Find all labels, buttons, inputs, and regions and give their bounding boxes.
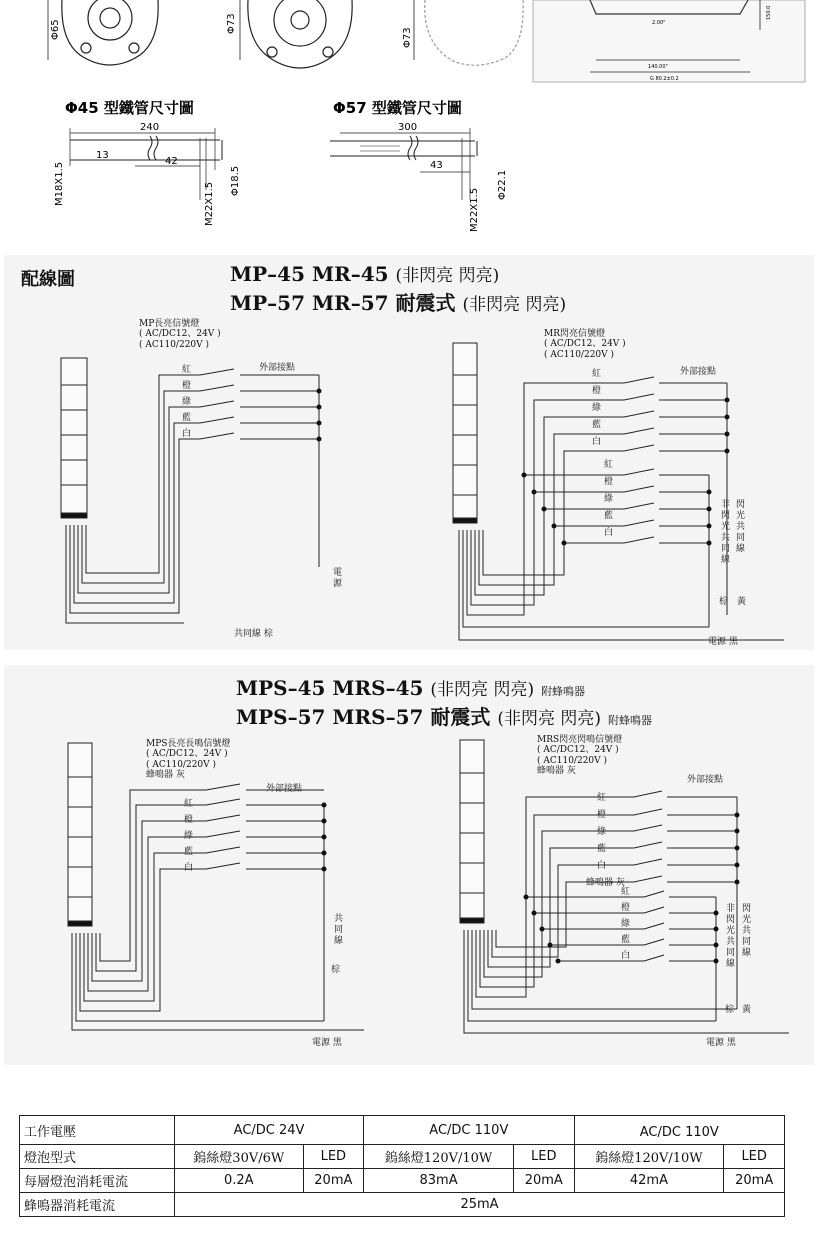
b2-left-external: 外部接點	[266, 784, 303, 794]
b2-right-heading-1: MRS閃亮閃鳴信號燈	[537, 735, 623, 745]
table-cell: 鎢絲燈120V/10W	[364, 1145, 514, 1169]
b2-left-color-1: 橙	[184, 815, 194, 825]
b2-right-color2-0: 紅	[621, 887, 631, 897]
b1-right-color2-1: 橙	[604, 477, 614, 487]
block2-title-1-extra: 附蜂鳴器	[541, 685, 586, 698]
b1-right-heading-2: ( AC/DC12、24V )	[544, 339, 626, 350]
tube45-m22: M22X1.5	[204, 181, 215, 226]
b2-right-color-2: 綠	[597, 827, 607, 837]
table-cell: 20mA	[303, 1169, 364, 1193]
block1-title-1-note: (非閃亮 閃亮)	[395, 266, 500, 286]
b1-left-power: 電源	[331, 567, 341, 589]
block1-title-1-main: MP–45 MR–45	[230, 262, 389, 286]
table-cell: 42mA	[574, 1169, 724, 1193]
block2-title-2-main: MPS–57 MRS–57 耐震式	[236, 705, 491, 729]
table-cell: 20mA	[513, 1169, 574, 1193]
top-dimension-drawings	[0, 0, 830, 240]
b1-left-common: 共同線 棕	[234, 629, 273, 639]
b1-left-heading-1: MP長亮信號燈	[139, 319, 200, 329]
tube45-d42: 42	[165, 156, 178, 167]
block1-title-2-note: (非閃亮 閃亮)	[462, 295, 567, 315]
b2-right-color-3: 藍	[597, 844, 607, 854]
table-cell: 25mA	[175, 1193, 785, 1217]
b1-right-power-black: 電源 黑	[708, 637, 738, 647]
b2-left-power-black: 電源 黑	[312, 1038, 342, 1048]
b1-left-color-4: 白	[182, 429, 192, 439]
b2-right-heading-3: ( AC110/220V )	[537, 755, 608, 766]
b2-left-heading-1: MPS長亮長鳴信號燈	[146, 739, 231, 749]
b2-left-common: 共同線	[332, 913, 342, 946]
block1-title-2-main: MP–57 MR–57 耐震式	[230, 291, 456, 315]
tube57-title: Φ57 型鐵管尺寸圖	[333, 99, 462, 117]
table-cell: AC/DC 110V	[364, 1116, 574, 1145]
table-cell: 工作電壓	[20, 1116, 175, 1145]
b2-left-color-3: 藍	[184, 847, 194, 857]
table-cell: LED	[724, 1145, 785, 1169]
b2-left-color-0: 紅	[184, 799, 194, 809]
b1-right-color2-2: 綠	[604, 494, 614, 504]
b1-right-color-4: 白	[592, 437, 602, 447]
b1-left-heading-2: ( AC/DC12、24V )	[139, 329, 221, 340]
b2-right-color2-4: 白	[621, 951, 631, 961]
b1-right-external: 外部接點	[680, 367, 717, 377]
b2-right-color2-3: 藍	[621, 935, 631, 945]
table-cell: AC/DC 24V	[175, 1116, 364, 1145]
b1-right-color-1: 橙	[592, 386, 602, 396]
table-cell: 每層燈泡消耗電流	[20, 1169, 175, 1193]
b2-right-power-black: 電源 黑	[706, 1038, 736, 1048]
block2-title-1-main: MPS–45 MRS–45	[236, 676, 424, 700]
b2-right-color-4: 白	[597, 861, 607, 871]
b2-left-heading-2: ( AC/DC12、24V )	[146, 749, 228, 760]
b1-right-color-2: 綠	[592, 403, 602, 413]
table-cell: LED	[513, 1145, 574, 1169]
tube45-length: 240	[140, 122, 160, 133]
b1-right-flash-common: 閃光共同線	[734, 499, 744, 554]
tube45-d13: 13	[96, 150, 109, 161]
table-cell: LED	[303, 1145, 364, 1169]
b2-right-heading-4: 蜂鳴器 灰	[537, 766, 576, 777]
table-cell: 鎢絲燈120V/10W	[574, 1145, 724, 1169]
dim-phi65: Φ65	[50, 19, 61, 40]
b2-right-nonflash-common: 非閃光共同線	[724, 903, 734, 969]
b2-right-buzzer2: 蜂鳴器 灰	[586, 878, 625, 888]
b2-right-yellow: 黃	[742, 1005, 752, 1015]
table-cell: 鎢絲燈30V/6W	[175, 1145, 304, 1169]
b1-right-heading-3: ( AC110/220V )	[544, 349, 615, 360]
spec-table	[19, 1115, 785, 1217]
b2-right-color-1: 橙	[597, 810, 607, 820]
b2-right-heading-2: ( AC/DC12、24V )	[537, 745, 619, 756]
b1-left-color-0: 紅	[182, 365, 192, 375]
b1-right-color-0: 紅	[592, 369, 602, 379]
b1-right-color2-3: 藍	[604, 511, 614, 521]
b2-left-color-4: 白	[184, 863, 194, 873]
b1-left-external: 外部接點	[259, 363, 296, 373]
table-cell: 0.2A	[175, 1169, 304, 1193]
b2-right-brown: 棕	[725, 1005, 735, 1015]
b1-right-color2-0: 紅	[604, 460, 614, 470]
table-cell: 蜂鳴器消耗電流	[20, 1193, 175, 1217]
b2-left-heading-3: ( AC110/220V )	[146, 759, 217, 770]
b1-right-heading-1: MR閃亮信號燈	[544, 329, 605, 339]
table-row	[20, 1116, 785, 1145]
block2-title-2-extra: 附蜂鳴器	[608, 714, 653, 727]
wiring-label: 配線圖	[21, 269, 75, 290]
b1-left-color-3: 藍	[182, 413, 192, 423]
b2-right-color-0: 紅	[597, 793, 607, 803]
table-row	[20, 1193, 785, 1217]
table-cell: 83mA	[364, 1169, 514, 1193]
b1-right-nonflash-common: 非閃光共同線	[719, 499, 729, 565]
b2-right-external: 外部接點	[687, 775, 724, 785]
dim-right-d: 150.0	[766, 5, 772, 20]
tube57-m22: M22X1.5	[469, 187, 480, 232]
tube57-length: 300	[398, 122, 418, 133]
table-cell: AC/DC 110V	[574, 1116, 784, 1145]
b2-left-brown: 棕	[331, 965, 341, 975]
b1-right-color2-4: 白	[604, 528, 614, 538]
table-cell: 20mA	[724, 1169, 785, 1193]
dim-right-b: 140.00"	[648, 64, 668, 70]
b2-left-heading-4: 蜂鳴器 灰	[146, 770, 185, 781]
tube45-title: Φ45 型鐵管尺寸圖	[65, 99, 194, 117]
b1-left-heading-3: ( AC110/220V )	[139, 339, 210, 350]
tube45-m18: M18X1.5	[54, 161, 65, 206]
block2-title-1-note: (非閃亮 閃亮)	[430, 680, 535, 700]
b1-left-color-2: 綠	[182, 397, 192, 407]
b2-left-color-2: 綠	[184, 831, 194, 841]
tube57-phi: Φ22.1	[497, 169, 508, 200]
table-cell: 燈泡型式	[20, 1145, 175, 1169]
b2-right-flash-common: 閃光共同線	[740, 903, 750, 958]
dim-right-c: G 80.2±0.2	[650, 76, 679, 82]
dim-phi73-b: Φ73	[402, 27, 413, 48]
table-row	[20, 1169, 785, 1193]
wiring-block-1-lines	[4, 255, 814, 650]
tube45-phi: Φ18.5	[230, 165, 241, 196]
tube57-d43: 43	[430, 160, 443, 171]
b1-left-color-1: 橙	[182, 381, 192, 391]
b2-right-color2-2: 綠	[621, 919, 631, 929]
b1-right-color-3: 藍	[592, 420, 602, 430]
b1-right-brown: 棕	[719, 597, 729, 607]
wiring-block-2-lines	[4, 665, 814, 1065]
dim-phi73-a: Φ73	[226, 13, 237, 34]
block2-title-2-note: (非閃亮 閃亮)	[497, 709, 602, 729]
b1-right-yellow: 黃	[737, 597, 747, 607]
table-row	[20, 1145, 785, 1169]
dim-right-a: 2.00"	[652, 20, 666, 26]
b2-right-color2-1: 橙	[621, 903, 631, 913]
